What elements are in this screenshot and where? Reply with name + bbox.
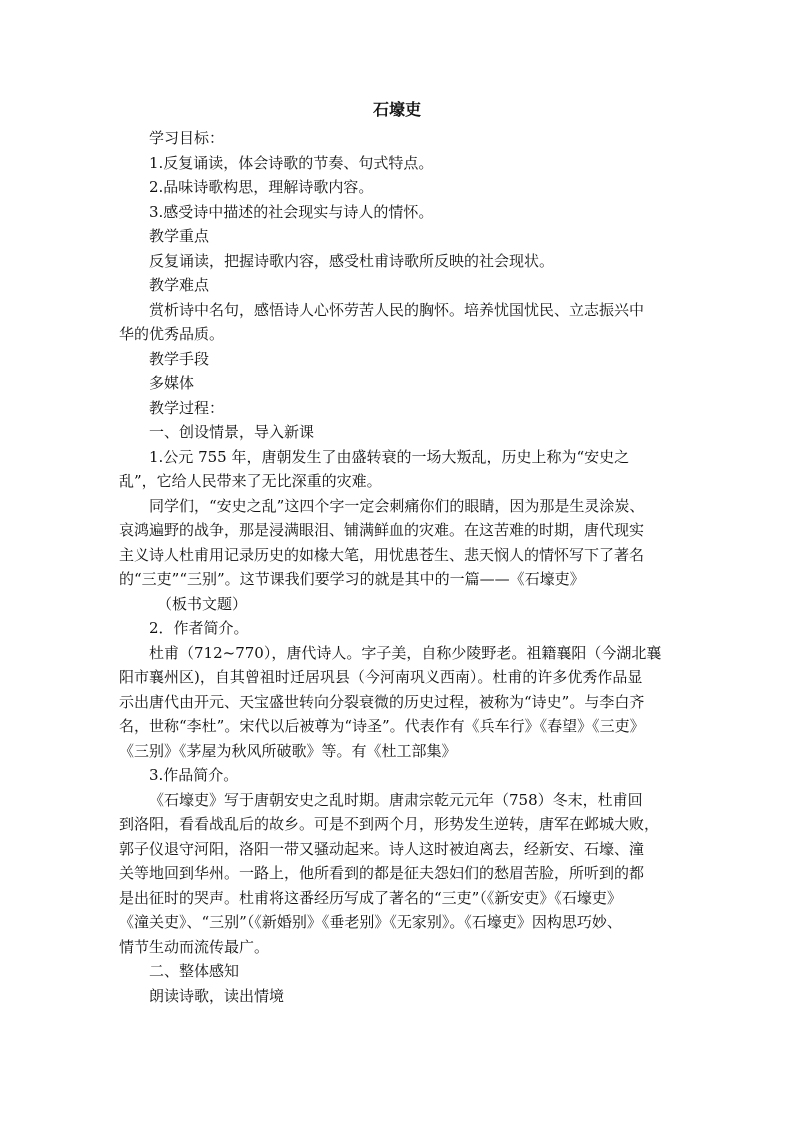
- text-line: 到洛阳，看看战乱后的故乡。可是不到两个月，形势发生逆转，唐军在邺城大败，: [119, 815, 660, 833]
- text-line: 哀鸿遍野的战争，那是浸满眼泪、铺满鲜血的灾难。在这苦难的时期，唐代现实: [119, 521, 645, 539]
- text-line: 教学难点: [149, 276, 210, 294]
- text-line: 2.品味诗歌构思，理解诗歌内容。: [149, 178, 374, 196]
- text-line: 教学重点: [149, 227, 210, 245]
- text-line: 3.感受诗中描述的社会现实与诗人的情怀。: [149, 202, 434, 221]
- text-line: 是出征时的哭声。杜甫将这番经历写成了著名的“三吏”（《新安吏》《石壕吏》: [119, 888, 622, 907]
- text-line: 名，世称“李杜”。宋代以后被尊为“诗圣”。代表作有《兵车行》《春望》《三吏》: [119, 717, 645, 735]
- text-line: 杜甫（712~770），唐代诗人。字子美，自称少陵野老。祖籍襄阳（今湖北襄: [149, 643, 662, 662]
- text-line: 教学手段: [149, 349, 210, 368]
- text-line: 主义诗人杜甫用记录历史的如椽大笔，用忧患苍生、悲天悯人的情怀写下了著名: [119, 545, 645, 564]
- text-line: 1.公元 755 年，唐朝发生了由盛转衰的一场大叛乱，历史上称为“安史之: [149, 447, 630, 466]
- text-line: 乱”，它给人民带来了无比深重的灾难。: [119, 472, 382, 490]
- document-title: 石壕吏: [372, 100, 421, 119]
- text-line: 同学们，“安史之乱”这四个字一定会刺痛你们的眼睛，因为那是生灵涂炭、: [149, 496, 645, 515]
- text-line: 《三别》《茅屋为秋风所破歌》等。有《杜工部集》: [119, 741, 457, 760]
- text-line: 一、创设情景，导入新课: [149, 423, 315, 441]
- text-line: 郭子仪退守河阳，洛阳一带又骚动起来。诗人这时被迫离去，经新安、石壕、潼: [119, 839, 645, 858]
- document-body: [119, 126, 687, 1008]
- text-line: 《潼关吏》、“三别”（《新婚别》《垂老别》《无家别》。《石壕吏》因构思巧妙、: [119, 913, 622, 931]
- text-line: 关等地回到华州。一路上，他所看到的都是征夫怨妇们的愁眉苦脸，所听到的都: [119, 864, 645, 882]
- text-line: 3.作品简介。: [149, 766, 239, 784]
- text-line: 《石壕吏》写于唐朝安史之乱时期。唐肃宗乾元元年（758）冬末，杜甫回: [149, 790, 643, 809]
- text-line: 华的优秀品质。: [119, 325, 225, 343]
- text-line: 阳市襄州区)，自其曾祖时迁居巩县（今河南巩义西南）。杜甫的许多优秀作品显: [119, 668, 643, 686]
- text-line: 情节生动而流传最广。: [119, 937, 270, 956]
- text-line: （板书文题）: [157, 594, 248, 613]
- text-line: 赏析诗中名句，感悟诗人心怀劳苦人民的胸怀。培养忧国忧民、立志振兴中: [149, 300, 645, 319]
- text-line: 的“三吏”“三别”。这节课我们要学习的就是其中的一篇——《石壕吏》: [119, 570, 585, 588]
- text-line: 2．作者简介。: [149, 619, 249, 637]
- text-line: 学习目标：: [149, 129, 225, 147]
- text-line: 示出唐代由开元、天宝盛世转向分裂衰微的历史过程，被称为“诗史”。与李白齐: [119, 692, 645, 711]
- text-line: 二、整体感知: [149, 962, 240, 980]
- text-line: 反复诵读，把握诗歌内容，感受杜甫诗歌所反映的社会现状。: [149, 251, 555, 270]
- text-line: 1.反复诵读，体会诗歌的节奏、句式特点。: [149, 153, 434, 172]
- text-line: 朗读诗歌，读出情境: [149, 986, 285, 1005]
- text-line: 教学过程：: [149, 398, 225, 417]
- text-line: 多媒体: [149, 374, 195, 392]
